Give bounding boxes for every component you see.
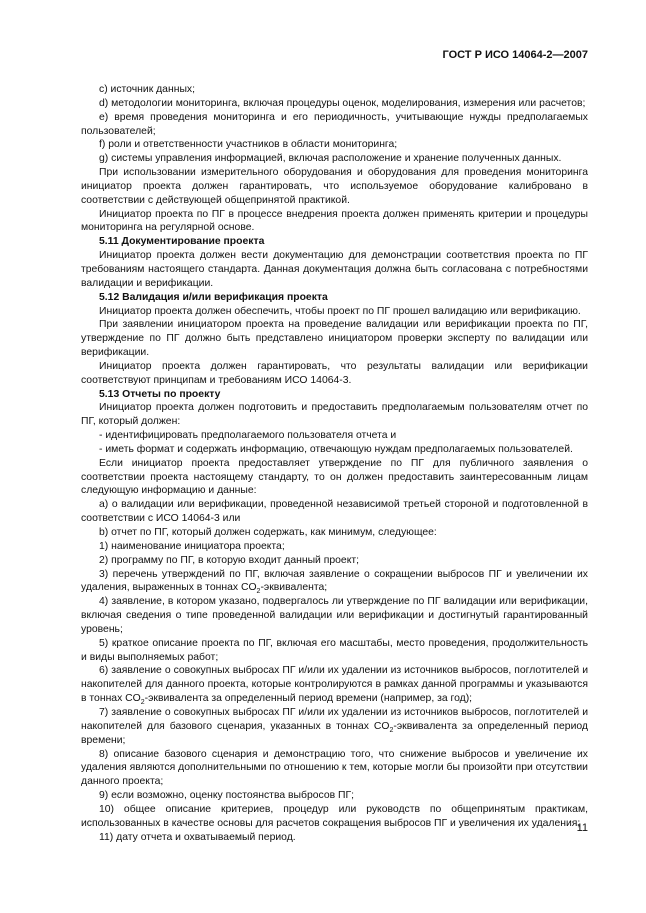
paragraph [81, 152, 588, 166]
subscript: 2 [140, 699, 145, 707]
paragraph-text: g) системы управления информацией, включая расположение и хранение полученных данных. [99, 153, 562, 165]
paragraph-text-continued: -эквивалента за определенный период времени; [81, 720, 588, 746]
paragraph-text: Инициатор проекта по ПГ в процессе внедрения проекта должен применять критерии и процедуры мониторинга на регулярной основе. [81, 208, 588, 234]
paragraph-text: c) источник данных; [99, 84, 195, 95]
paragraph [81, 803, 588, 831]
paragraph [81, 97, 588, 111]
paragraph [81, 360, 588, 388]
paragraph-text: При заявлении инициатором проекта на проведение валидации или верификации проекта по ПГ, утверждение по ПГ должно быть представлено инициатором проверки эксперту по валидации или верификации. [81, 319, 588, 359]
paragraph [81, 111, 588, 139]
section-heading [81, 291, 588, 305]
paragraph [81, 166, 588, 208]
paragraph-text: Инициатор проекта должен подготовить и предоставить предполагаемым пользователям отчет по ПГ, который должен: [81, 402, 588, 428]
section-heading [81, 388, 588, 402]
paragraph-text: 5.11 Документирование проекта [99, 236, 265, 248]
page-number: 11 [576, 822, 588, 834]
paragraph [81, 318, 588, 360]
paragraph [81, 789, 588, 803]
paragraph [81, 305, 588, 319]
paragraph-text: 5) краткое описание проекта по ПГ, включая его масштабы, место проведения, продолжительность и виды выполняемых работ; [81, 637, 588, 663]
paragraph-text: a) о валидации или верификации, проведенной независимой третьей стороной и подготовленной в соответствии с ИСО 14064-3 или [81, 499, 588, 525]
paragraph [81, 208, 588, 236]
paragraph [81, 498, 588, 526]
document-body [81, 83, 588, 844]
section-heading [81, 235, 588, 249]
paragraph [81, 429, 588, 443]
paragraph [81, 249, 588, 291]
paragraph [81, 595, 588, 637]
paragraph-text: 1) наименование инициатора проекта; [99, 540, 285, 552]
paragraph-text: 11) дату отчета и охватываемый период. [99, 831, 296, 843]
paragraph [81, 526, 588, 540]
paragraph [81, 401, 588, 429]
paragraph [81, 138, 588, 152]
paragraph-text: - идентифицировать предполагаемого пользователя отчета и [99, 430, 397, 442]
paragraph [81, 748, 588, 790]
paragraph [81, 831, 588, 845]
paragraph [81, 637, 588, 665]
paragraph-text: Инициатор проекта должен вести документацию для демонстрации соответствия проекта по ПГ требованиям настоящего стандарта. Данная документация должна быть согласована с потребностями валидации и верификации. [81, 250, 588, 289]
paragraph [81, 706, 588, 748]
paragraph-text: f) роли и ответственности участников в области мониторинга; [99, 139, 398, 151]
paragraph [81, 443, 588, 457]
paragraph [81, 540, 588, 554]
paragraph-text: e) время проведения мониторинга и его периодичность, учитывающие нужды предполагаемых пользователей; [81, 111, 588, 137]
paragraph [81, 457, 588, 499]
paragraph-text: Инициатор проекта должен гарантировать, что результаты валидации или верификации соответствуют принципам и требованиям ИСО 14064-3. [81, 360, 588, 386]
paragraph-text: b) отчет по ПГ, который должен содержать, как минимум, следующее: [99, 527, 437, 538]
paragraph-text: 8) описание базового сценария и демонстрацию того, что снижение выбросов и увеличение их удаления являются дополнительными по отношению к тем, которые могли бы произойти при отсутствии данного проекта; [81, 748, 588, 788]
paragraph [81, 664, 588, 706]
paragraph-text: - иметь формат и содержать информацию, отвечающую нуждам предполагаемых пользователей. [99, 443, 573, 455]
document-header: ГОСТ Р ИСО 14064-2—2007 [442, 49, 588, 61]
paragraph-text: 5.12 Валидация и/или верификация проекта [99, 291, 328, 303]
paragraph-text-continued: -эквивалента за определенный период времени (например, за год); [144, 693, 473, 705]
paragraph-text: 4) заявление, в котором указано, подвергалось ли утверждение по ПГ валидации или верификации, включая сведения о типе проведенной валидации или верификации и достигнутый гарантированный уровень; [81, 596, 588, 635]
paragraph-text: Если инициатор проекта предоставляет утверждение по ПГ для публичного заявления о соответствии проекта настоящему стандарту, то он должен предоставить заинтересованным лицам следующую информацию и данные: [81, 457, 588, 497]
subscript: 2 [389, 726, 394, 734]
paragraph-text: 5.13 Отчеты по проекту [99, 388, 221, 400]
paragraph [81, 554, 588, 568]
paragraph-text: d) методологии мониторинга, включая процедуры оценок, моделирования, измерения или расчетов; [99, 97, 586, 109]
paragraph [81, 568, 588, 596]
paragraph-text: 3) перечень утверждений по ПГ, включая заявление о сокращении выбросов ПГ и увеличении их удаления, выраженных в тоннах CO [81, 568, 588, 594]
paragraph-text: 7) заявление о совокупных выбросах ПГ и/или их удалении из источников выбросов, поглотителей и накопителей для базового сценария, указанных в тоннах CO [81, 706, 588, 732]
paragraph-text-continued: -эквивалента; [260, 582, 328, 594]
paragraph [81, 83, 588, 97]
paragraph-text: 2) программу по ПГ, в которую входит данный проект; [99, 554, 360, 566]
paragraph-text: Инициатор проекта должен обеспечить, чтобы проект по ПГ прошел валидацию или верификацию. [99, 305, 581, 317]
subscript: 2 [256, 588, 261, 596]
paragraph-text: 9) если возможно, оценку постоянства выбросов ПГ; [99, 790, 354, 802]
paragraph-text: 10) общее описание критериев, процедур или руководств по общепринятым практикам, использованных в качестве основы для расчетов сокращения выбросов ПГ и увеличения их удаления; [81, 803, 588, 829]
paragraph-text: 6) заявление о совокупных выбросах ПГ и/или их удалении из источников выбросов, поглотителей и накопителей для данного проекта, которые контролируются в рамках данной программы и указываются в тоннах CO [81, 665, 588, 705]
paragraph-text: При использовании измерительного оборудования и оборудования для проведения мониторинга инициатор проекта должен гарантировать, что используемое оборудование калибровано в соответствии с действующей общепринятой практикой. [81, 167, 588, 206]
